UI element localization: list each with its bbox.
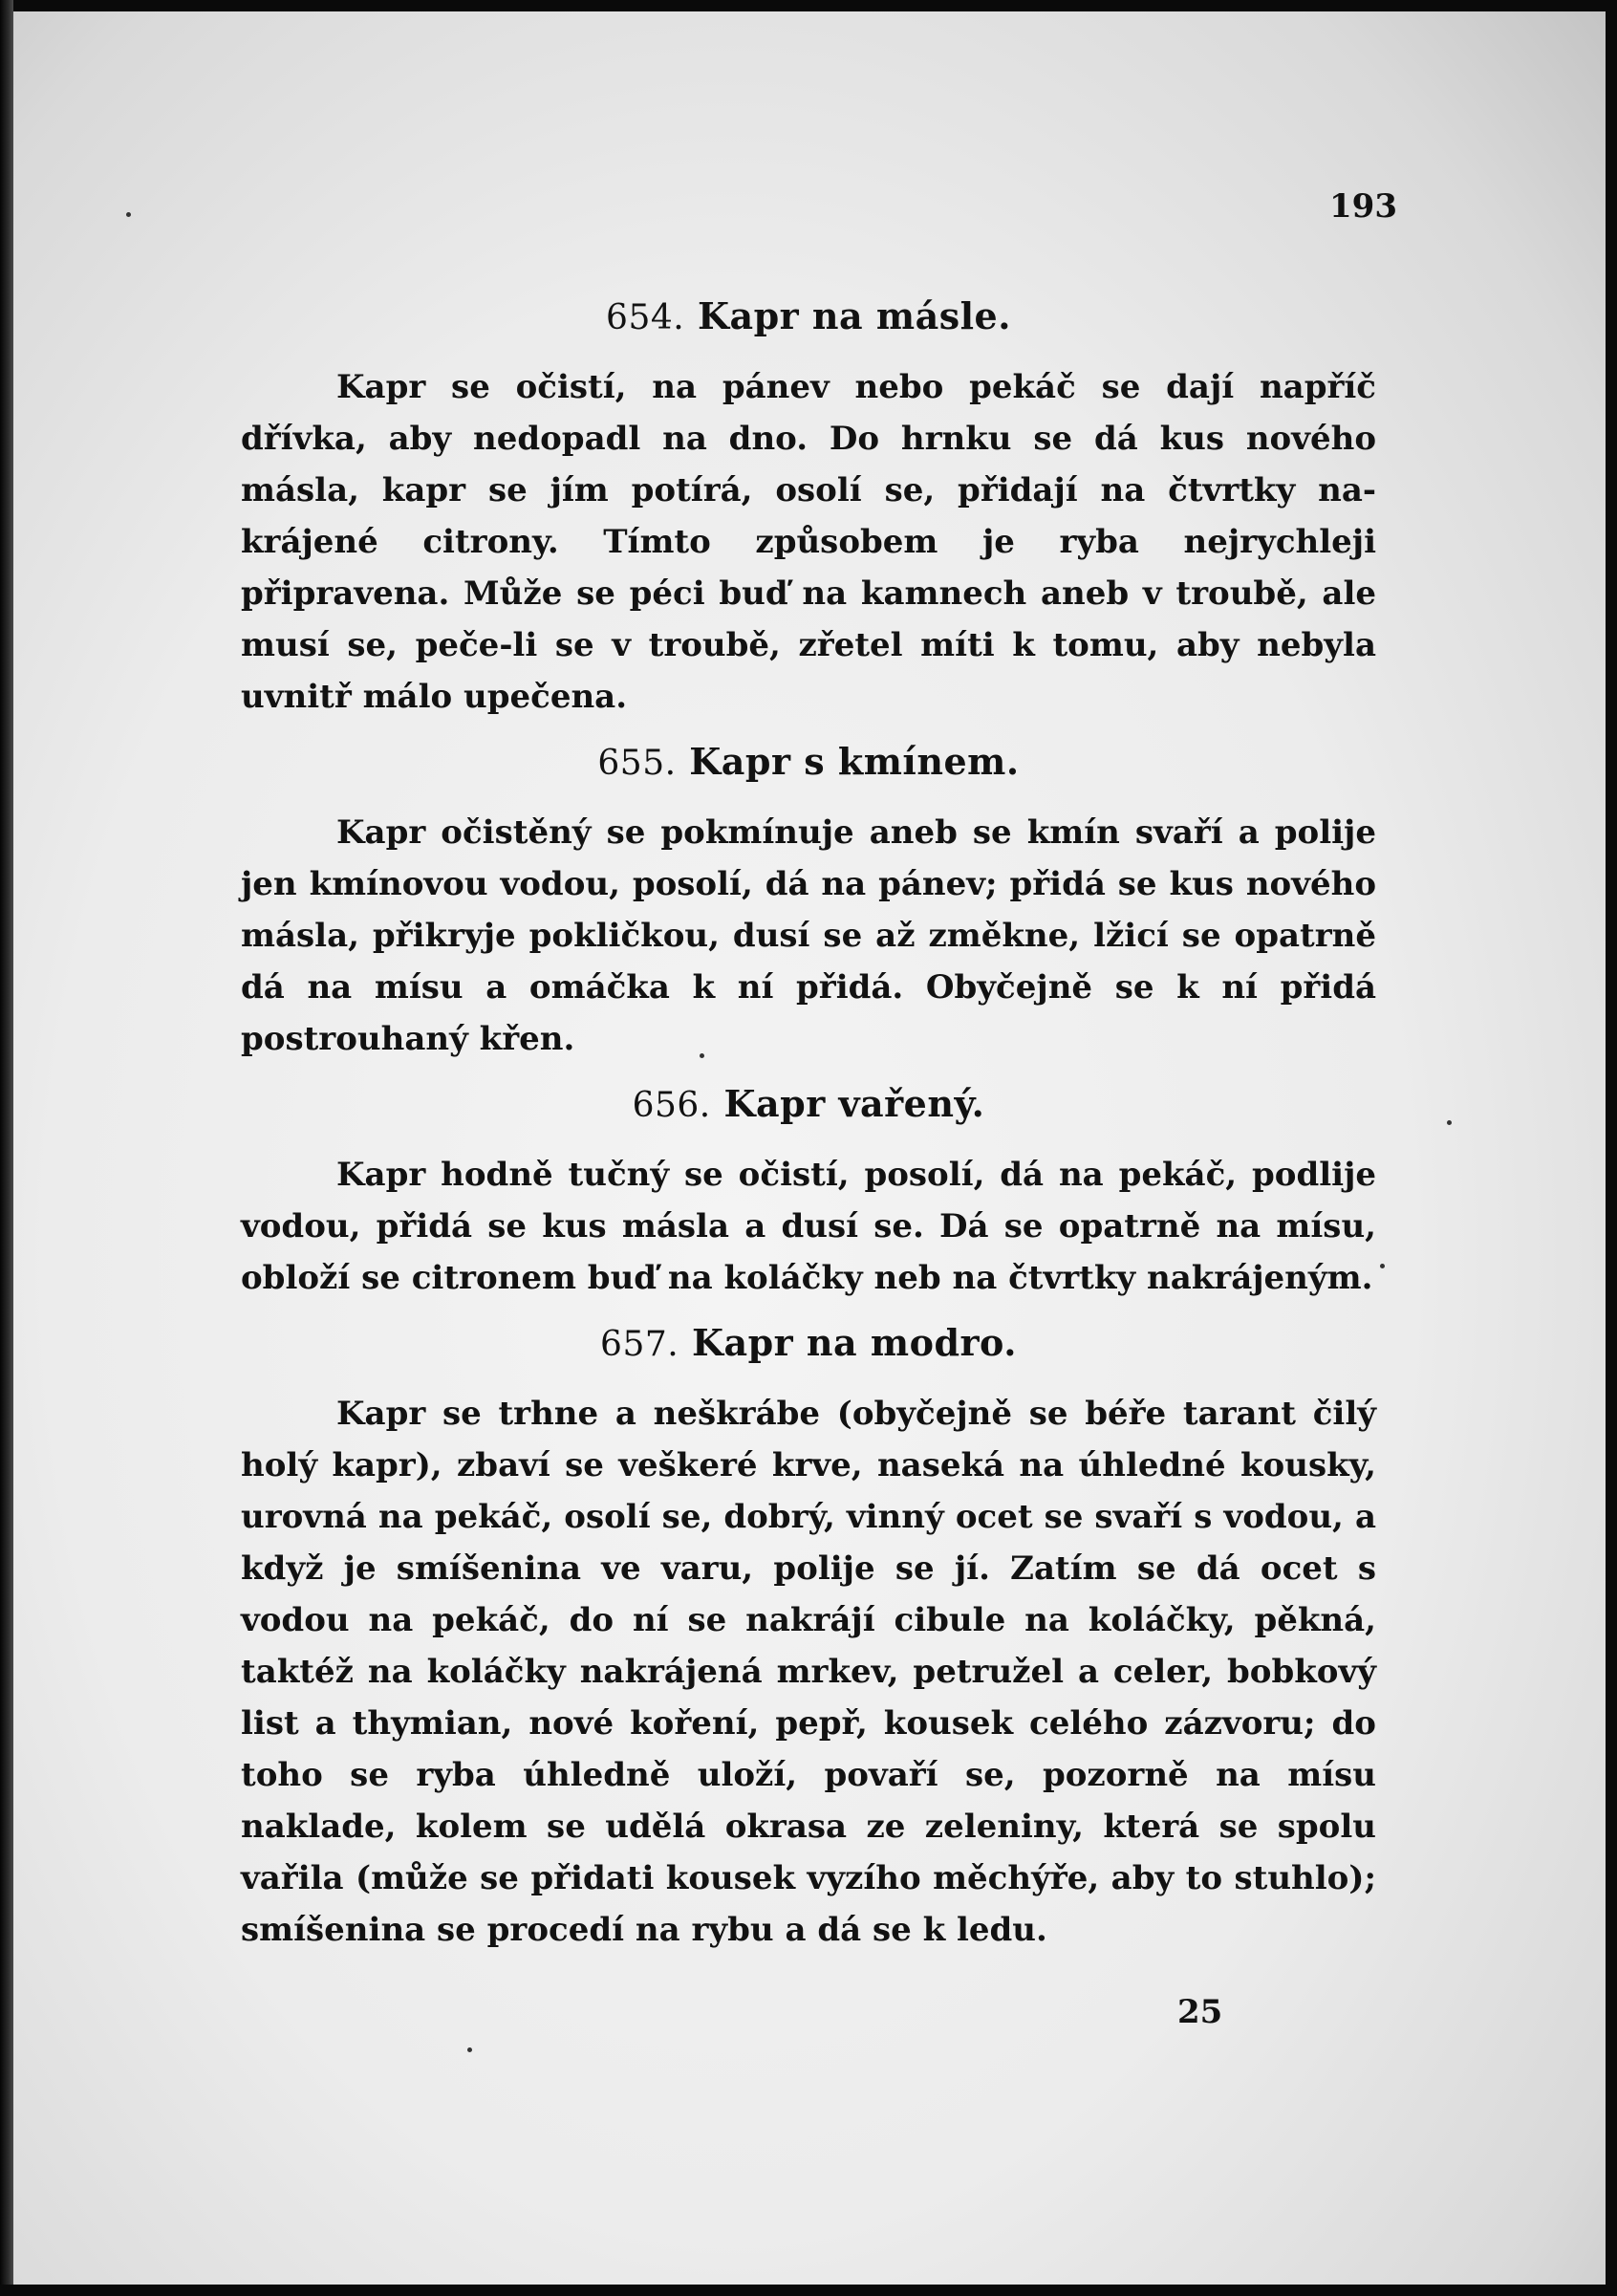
- recipe-heading: [241, 736, 1376, 790]
- recipe-text: Kapr očistěný se pokmínuje aneb se kmín svaří a polije jen kmínovou vodou, posolí, dá na pánev; přidá se kus nového másla, přikryje pokličkou, dusí se až změkne, lžicí se opatrně dá na mísu a omáčka k ní přidá. Obyčejně se k ní přidá postrouhaný křen.: [241, 813, 1376, 1058]
- recipe-heading: [241, 1317, 1376, 1371]
- recipe-656: [241, 1078, 1376, 1304]
- recipe-655: [241, 736, 1376, 1065]
- recipe-657: [241, 1317, 1376, 1956]
- dust-speck: [126, 212, 131, 217]
- recipe-number: 655.: [597, 744, 677, 783]
- recipe-title: Kapr na modro.: [691, 1321, 1017, 1364]
- dust-speck: [1447, 1120, 1452, 1125]
- scan-right-edge: [1606, 0, 1617, 2296]
- page-number: 193: [1329, 187, 1397, 226]
- recipe-number: 657.: [600, 1325, 679, 1364]
- recipe-text: Kapr hodně tučný se očistí, posolí, dá na pekáč, podlije vodou, přidá se kus másla a dusí se. Dá se opatrně na mísu, obloží se citronem buď na koláčky neb na čtvrtky nakrájeným.: [241, 1156, 1376, 1297]
- recipe-title: Kapr s kmínem.: [689, 740, 1020, 783]
- recipe-heading: [241, 1078, 1376, 1132]
- dust-speck: [467, 2047, 472, 2052]
- recipe-text: Kapr se očistí, na pánev nebo pekáč se dají napříč dřívka, aby nedopadl na dno. Do hrnku se dá kus nového másla, kapr se jím potírá, osolí se, přidají na čtvrtky nakrájené citrony. Tímto způsobem je ryba nejrychleji připravena. Může se péci buď na kamnech aneb v troubě, ale musí se, peče-li se v troubě, zřetel míti k tomu, aby nebyla uvnitř málo upečena.: [241, 368, 1376, 716]
- recipe-number: 656.: [632, 1086, 711, 1125]
- dust-speck: [1380, 1264, 1385, 1268]
- recipe-heading: [241, 291, 1376, 344]
- recipe-content: [241, 277, 1376, 1963]
- printer-signature-mark: 25: [1177, 1993, 1223, 2031]
- recipe-number: 654.: [606, 298, 685, 337]
- scan-bottom-edge: [0, 2285, 1617, 2296]
- scan-top-edge: [0, 0, 1617, 11]
- book-binding-edge: [0, 0, 13, 2296]
- recipe-654: [241, 291, 1376, 723]
- recipe-title: Kapr na másle.: [697, 294, 1011, 337]
- recipe-text: Kapr se trhne a neškrábe (obyčejně se béře tarant čilý holý kapr), zbaví se veškeré krve, naseká na úhledné kousky, urovná na pekáč, osolí se, dobrý, vinný ocet se svaří s vodou, a když je smíšenina ve varu, polije se jí. Zatím se dá ocet s vodou na pekáč, do ní se nakrájí cibule na koláčky, pěkná, taktéž na koláčky nakrájená mrkev, petružel a celer, bobkový list a thymian, nové koření, pepř, kousek celého zázvoru; do toho se ryba úhledně uloží, povaří se, pozorně na mísu naklade, kolem se udělá okrasa ze zeleniny, která se spolu vařila (může se přidati kousek vyzího měchýře, aby to stuhlo); smíšenina se procedí na rybu a dá se k ledu.: [241, 1395, 1376, 1949]
- recipe-title: Kapr vařený.: [723, 1082, 985, 1125]
